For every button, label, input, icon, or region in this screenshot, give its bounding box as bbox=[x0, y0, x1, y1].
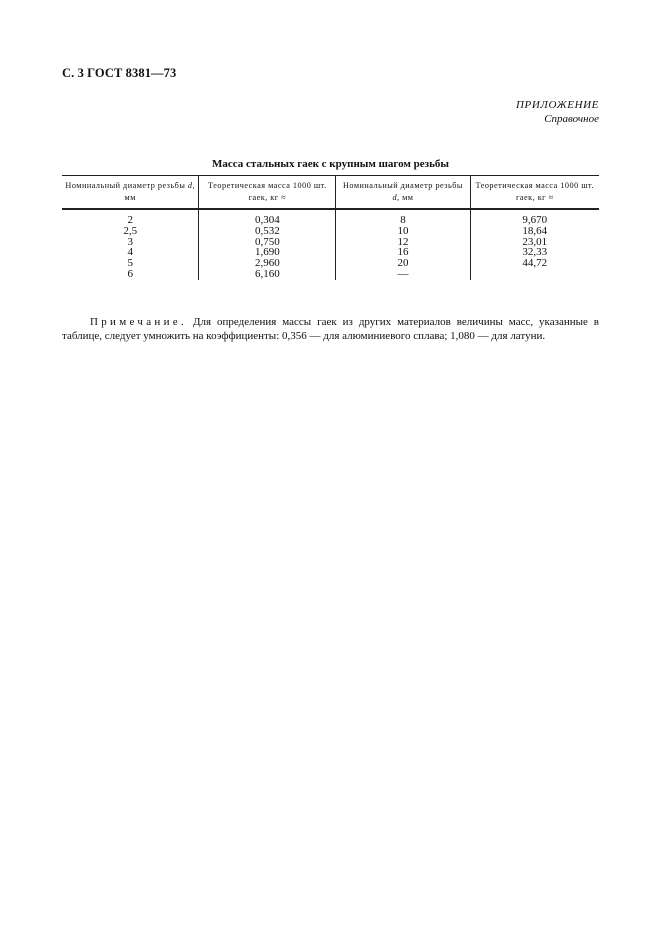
table-cell: 0,304 bbox=[199, 210, 336, 226]
table-cell: 5 bbox=[127, 257, 133, 270]
table-row bbox=[62, 237, 599, 248]
page-header: С. 3 ГОСТ 8381—73 bbox=[62, 66, 177, 80]
table-title: Масса стальных гаек с крупным шагом резьбы bbox=[212, 158, 449, 170]
table-cell: 0,532 bbox=[199, 226, 336, 237]
column-header-text: Теоретическая масса 1000 шт. гаек, кг ≈ bbox=[208, 181, 327, 202]
column-header-mass-1 bbox=[199, 176, 336, 210]
table-cell: 2,960 bbox=[199, 258, 336, 269]
table-cell: 32,33 bbox=[470, 247, 599, 258]
table-row bbox=[62, 226, 599, 237]
mass-table bbox=[62, 175, 599, 280]
table-cell: 20 bbox=[336, 258, 470, 269]
table-cell: 16 bbox=[336, 247, 470, 258]
table-cell: 2 bbox=[127, 214, 133, 226]
table-cell: 6,160 bbox=[199, 269, 336, 280]
column-header-mass-2 bbox=[470, 176, 599, 210]
appendix-title: ПРИЛОЖЕНИЕ bbox=[516, 99, 599, 111]
table-cell: — bbox=[336, 269, 470, 280]
note-text: Для определения массы гаек из других материалов величины масс, указанные в таблице, следует умножить на коэффициенты: 0,356 — для алюминиевого сплава; 1,080 — для латуни. bbox=[62, 316, 600, 342]
table-cell: 9,670 bbox=[470, 210, 599, 226]
table-cell: 2,5 bbox=[123, 224, 138, 237]
table-cell: 44,72 bbox=[470, 258, 599, 269]
table-header-row bbox=[62, 176, 599, 210]
table-cell: 23,01 bbox=[470, 237, 599, 248]
column-header-text: Номинальный диаметр резьбы d, мм bbox=[65, 181, 196, 202]
table-note bbox=[62, 315, 599, 343]
table-cell: 6 bbox=[127, 267, 133, 280]
table-cell: 1,690 bbox=[199, 247, 336, 258]
table-row bbox=[62, 247, 599, 258]
note-label: Примечание. bbox=[90, 316, 188, 328]
table-cell: 0,750 bbox=[199, 237, 336, 248]
table-cell: 3 bbox=[127, 235, 133, 248]
appendix-subtitle: Справочное bbox=[544, 113, 599, 125]
column-header-diameter-1 bbox=[62, 176, 199, 210]
symbol-d: d bbox=[392, 193, 398, 202]
table-row bbox=[62, 269, 599, 280]
table-cell bbox=[470, 269, 599, 280]
column-header-text: Номинальный диаметр резьбы d, мм bbox=[343, 181, 463, 202]
table-cell: 12 bbox=[336, 237, 470, 248]
table-cell: 10 bbox=[336, 226, 470, 237]
table-row bbox=[62, 258, 599, 269]
symbol-d: d bbox=[187, 181, 193, 190]
column-header-diameter-2 bbox=[336, 176, 470, 210]
appendix-label bbox=[516, 98, 599, 126]
table-cell: 18,64 bbox=[470, 226, 599, 237]
table-row bbox=[62, 210, 599, 226]
column-header-text: Теоретическая масса 1000 шт. гаек, кг ≈ bbox=[475, 181, 595, 202]
table-cell: 8 bbox=[336, 210, 470, 226]
table-cell: 4 bbox=[127, 246, 133, 259]
